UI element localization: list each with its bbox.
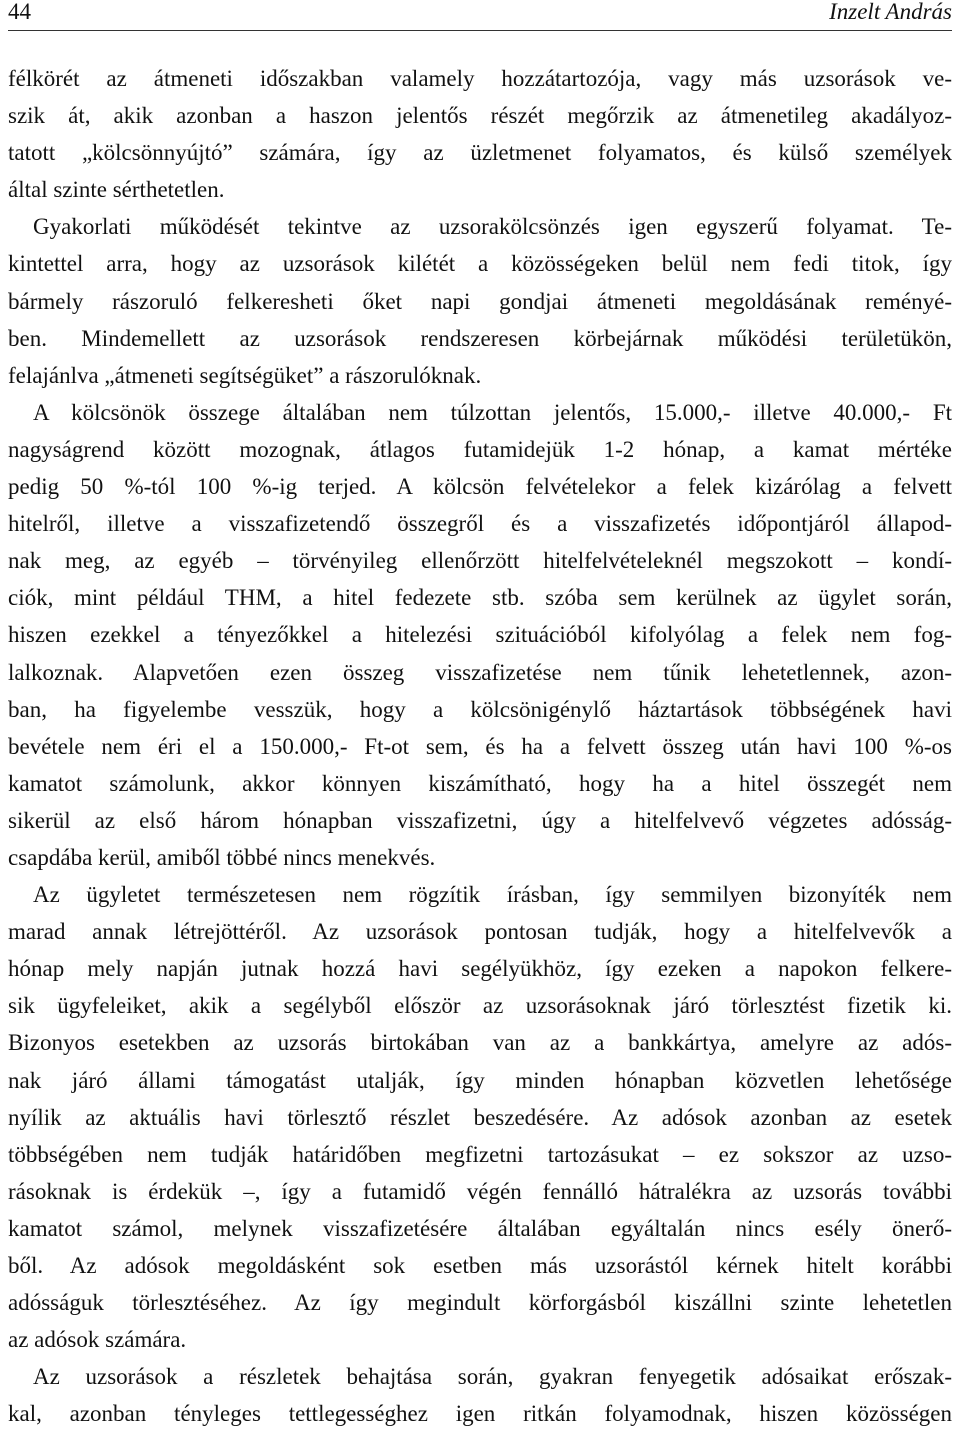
- paragraph: [8, 60, 952, 208]
- text-line: nak járó állami támogatást utalják, így minden hónapban közvetlen lehetősége: [8, 1067, 952, 1093]
- text-line: hiszen ezekkel a tényezőkkel a hitelezési szituációból kifolyólag a felek nem fog-: [8, 622, 952, 648]
- text-line: kintettel arra, hogy az uzsorások kilétét a közösségeken belül nem fedi titok, így: [8, 251, 952, 277]
- text-line: ből. Az adósok megoldásként sok esetben más uzsorástól kérnek hitelt korábbi: [8, 1253, 952, 1278]
- text-line: bármely rászoruló felkeresheti őket napi gondjai átmeneti megoldásának reményé-: [8, 288, 952, 314]
- text-line: sik ügyfeleiket, akik a segélyből először az uzsorásoknak járó törlesztést fizetik ki.: [8, 993, 952, 1019]
- text-line: Az uzsorások a részletek behajtása során, gyakran fenyegetik adósaikat erőszak-: [33, 1364, 952, 1390]
- text-line: hitelről, illetve a visszafizetendő összegről és a visszafizetés időpontjáról állapod-: [8, 511, 952, 537]
- paragraph: [8, 876, 952, 1358]
- text-line: lalkoznak. Alapvetően ezen összeg visszafizetése nem tűnik lehetetlennek, azon-: [8, 659, 952, 685]
- paragraph: [8, 1358, 952, 1432]
- text-line: kamatot számol, melynek visszafizetésére általában egyáltalán nincs esély önerő-: [8, 1215, 952, 1241]
- text-line: pedig 50 %-tól 100 %-ig terjed. A kölcsön felvételekor a felek kizárólag a felvett: [8, 474, 952, 500]
- text-line: tatott „kölcsönnyújtó” számára, így az üzletmenet folyamatos, és külső személyek: [8, 140, 952, 166]
- text-line: rásoknak is érdekük –, így a futamidő végén fennálló hátralékra az uzsorás további: [8, 1178, 952, 1204]
- text-line: felajánlva „átmeneti segítségüket” a rászorulóknak.: [8, 362, 482, 388]
- text-line: többségében nem tudják határidőben megfizetni tartozásukat – ez sokszor az uzso-: [8, 1141, 952, 1167]
- text-line: ban, ha figyelembe vesszük, hogy a kölcsönigénylő háztartások többségének havi: [8, 696, 952, 722]
- text-line: sikerül az első három hónapban visszafizetni, úgy a hitelfelvevő végzetes adósság-: [8, 807, 952, 833]
- text-line: csapdába kerül, amiből többé nincs menekvés.: [8, 844, 436, 870]
- text-line: által szinte sérthetetlen.: [8, 177, 225, 203]
- page-number: 44: [8, 0, 31, 24]
- text-line: hónap mely napján jutnak hozzá havi segélyükhöz, így ezeken a napokon felkere-: [8, 956, 952, 982]
- document-page: [8, 0, 952, 1432]
- body-text: [8, 60, 952, 1432]
- text-line: nagyságrend között mozognak, átlagos futamidejük 1-2 hónap, a kamat mértéke: [8, 436, 952, 462]
- text-line: Bizonyos esetekben az uzsorás birtokában van az a bankkártya, amelyre az adós-: [8, 1030, 952, 1056]
- text-line: ciók, mint például THM, a hitel fedezete stb. szóba sem kerülnek az ügylet során,: [8, 585, 952, 611]
- text-line: Az ügyletet természetesen nem rögzítik írásban, így semmilyen bizonyíték nem: [33, 882, 952, 908]
- author-name: Inzelt András: [829, 0, 952, 24]
- text-line: nyílik az aktuális havi törlesztő részlet beszedésére. Az adósok azonban az esetek: [8, 1104, 952, 1130]
- running-header: [8, 0, 952, 31]
- text-line: kal, azonban tényleges tettlegességhez igen ritkán folyamodnak, hiszen közösségen: [8, 1401, 952, 1427]
- text-line: kamatot számolunk, akkor könnyen kiszámítható, hogy ha a hitel összegét nem: [8, 770, 952, 796]
- text-line: A kölcsönök összege általában nem túlzottan jelentős, 15.000,- illetve 40.000,- Ft: [33, 399, 952, 425]
- paragraph: [8, 394, 952, 876]
- text-line: ben. Mindemellett az uzsorások rendszeresen körbejárnak működési területükön,: [8, 325, 952, 351]
- text-line: bevétele nem éri el a 150.000,- Ft-ot sem, és ha a felvett összeg után havi 100 %-os: [8, 733, 952, 759]
- text-line: marad annak létrejöttéről. Az uzsorások pontosan tudják, hogy a hitelfelvevők a: [8, 919, 952, 945]
- text-line: nak meg, az egyéb – törvényileg ellenőrzött hitelfelvételeknél megszokott – kondí-: [8, 548, 952, 574]
- text-line: az adósok számára.: [8, 1327, 187, 1353]
- text-line: Gyakorlati működését tekintve az uzsorakölcsönzés igen egyszerű folyamat. Te-: [33, 214, 952, 240]
- text-line: szik át, akik azonban a haszon jelentős részét megőrzik az átmenetileg akadályoz-: [8, 103, 952, 129]
- paragraph: [8, 208, 952, 393]
- text-line: félkörét az átmeneti időszakban valamely hozzátartozója, vagy más uzsorások ve-: [8, 66, 952, 91]
- text-line: adósságuk törlesztéséhez. Az így megindult körforgásból kiszállni szinte lehetetlen: [8, 1290, 952, 1316]
